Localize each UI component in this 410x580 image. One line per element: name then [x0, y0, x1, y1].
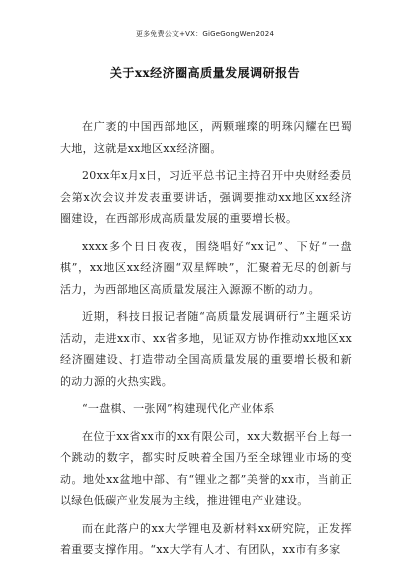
paragraph: 近期，科技日报记者随“高质量发展调研行”主题采访活动，走进xx市、xx省多地，见证双方协作推动xx地区xx经济圈建设、打造带动全国高质量发展的重要增长极和新的动力源的火热实践。: [60, 310, 352, 388]
paragraph: 在位于xx省xx市的xx有限公司，xx大数据平台上每一个跳动的数字，都实时反映着全国乃至全球锂业市场的变动。地处xx盆地中部、有“锂业之都”美誉的xx市，当前正以绿色低碳产业发展为主线，推进锂电产业建设。: [60, 429, 352, 507]
document-title: 关于xx经济圈高质量发展调研报告: [109, 66, 301, 80]
header-note: 更多免费公文+VX：GiGeGongWen2024: [135, 30, 275, 38]
section-heading: “一盘棋、一张网”构建现代化产业体系: [82, 402, 275, 415]
document-body: [60, 116, 352, 567]
paragraph: 而在此落户的xx大学锂电及新材料xx研究院，正发挥着重要支撑作用。“xx大学有人才、有团队，xx市有多家: [60, 521, 352, 556]
paragraph: xxxx多个日日夜夜，围绕唱好“xx记”、下好“一盘棋”，xx地区xx经济圈“双星辉映”，汇聚着无尽的创新与活力，为西部地区高质量发展注入源源不断的动力。: [60, 239, 352, 296]
paragraph: 在广袤的中国西部地区，两颗璀璨的明珠闪耀在巴蜀大地，这就是xx地区xx经济圈。: [60, 120, 352, 155]
paragraph: 20xx年x月x日，习近平总书记主持召开中央财经委员会第x次会议并发表重要讲话，强调要推动xx地区xx经济圈建设，在西部形成高质量发展的重要增长极。: [60, 169, 352, 225]
